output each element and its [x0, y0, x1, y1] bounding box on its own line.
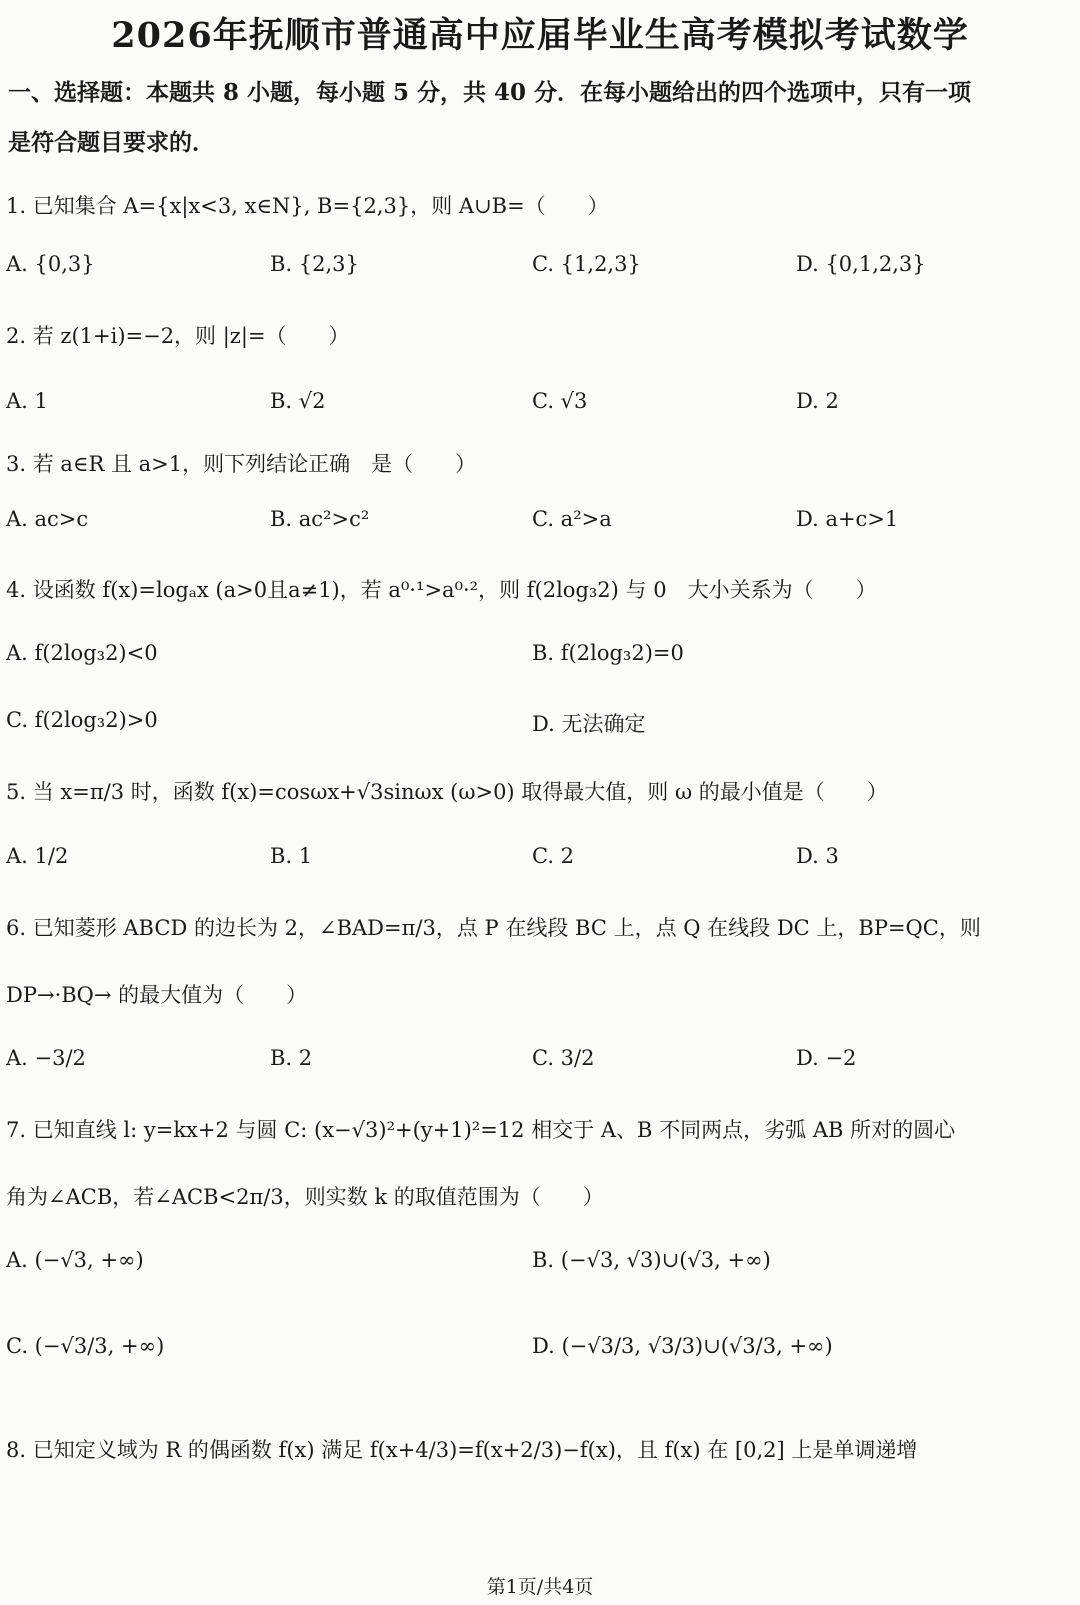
page-number: 第1页/共4页	[486, 1576, 594, 1598]
q3-option-c: C. a²>a	[532, 507, 612, 531]
q4-option-c: C. f(2log₃2)>0	[6, 708, 158, 732]
question-6-line1: 6. 已知菱形 ABCD 的边长为 2，∠BAD=π/3，点 P 在线段 BC 上，点 Q 在线段 DC 上，BP=QC，则	[6, 916, 981, 940]
q5-option-c: C. 2	[532, 844, 575, 868]
q2-option-a: A. 1	[6, 389, 48, 413]
q7-option-c: C. (−√3/3, +∞)	[6, 1334, 165, 1358]
q6-option-b: B. 2	[270, 1046, 313, 1070]
q3-option-a: A. ac>c	[6, 507, 89, 531]
page-title: 2026年抚顺市普通高中应届毕业生高考模拟考试数学	[111, 15, 969, 56]
q7-option-b: B. (−√3, √3)∪(√3, +∞)	[532, 1248, 771, 1272]
question-5: 5. 当 x=π/3 时，函数 f(x)=cosωx+√3sinωx (ω>0) 取得最大值，则 ω 的最小值是（ ）	[6, 780, 888, 804]
q2-option-d: D. 2	[796, 389, 839, 413]
question-1: 1. 已知集合 A={x|x<3, x∈N}, B={2,3}，则 A∪B=（ ）	[6, 194, 609, 218]
q1-option-c: C. {1,2,3}	[532, 252, 641, 276]
q1-option-b: B. {2,3}	[270, 252, 359, 276]
q4-option-d: D. 无法确定	[532, 712, 646, 736]
q2-option-c: C. √3	[532, 389, 588, 413]
question-6-line2: DP→·BQ→ 的最大值为（ ）	[6, 983, 308, 1007]
question-4: 4. 设函数 f(x)=logₐx (a>0且a≠1)，若 a⁰·¹>a⁰·²，则 f(2log₃2) 与 0 大小关系为（ ）	[6, 578, 877, 602]
question-8: 8. 已知定义域为 R 的偶函数 f(x) 满足 f(x+4/3)=f(x+2/3)−f(x)，且 f(x) 在 [0,2] 上是单调递增	[6, 1438, 918, 1462]
q6-option-d: D. −2	[796, 1046, 857, 1070]
question-7-line2: 角为∠ACB，若∠ACB<2π/3，则实数 k 的取值范围为（ ）	[6, 1185, 604, 1209]
q5-option-b: B. 1	[270, 844, 313, 868]
q5-option-a: A. 1/2	[6, 844, 69, 868]
q4-option-a: A. f(2log₃2)<0	[6, 641, 158, 665]
section-header-line2: 是符合题目要求的．	[8, 129, 215, 156]
q7-option-d: D. (−√3/3, √3/3)∪(√3/3, +∞)	[532, 1334, 833, 1358]
q3-option-b: B. ac²>c²	[270, 507, 370, 531]
q5-option-d: D. 3	[796, 844, 839, 868]
q1-option-a: A. {0,3}	[6, 252, 95, 276]
question-7-line1: 7. 已知直线 l: y=kx+2 与圆 C: (x−√3)²+(y+1)²=12 相交于 A、B 不同两点，劣弧 AB 所对的圆心	[6, 1118, 956, 1142]
q6-option-a: A. −3/2	[6, 1046, 86, 1070]
q1-option-d: D. {0,1,2,3}	[796, 252, 926, 276]
q3-option-d: D. a+c>1	[796, 507, 899, 531]
question-2: 2. 若 z(1+i)=−2，则 |z|=（ ）	[6, 324, 350, 348]
q6-option-c: C. 3/2	[532, 1046, 595, 1070]
q2-option-b: B. √2	[270, 389, 326, 413]
question-3: 3. 若 a∈R 且 a>1，则下列结论正确 是（ ）	[6, 452, 477, 476]
q7-option-a: A. (−√3, +∞)	[6, 1248, 144, 1272]
section-header-line1: 一、选择题：本题共 8 小题，每小题 5 分，共 40 分．在每小题给出的四个选项中，只有一项	[8, 79, 972, 106]
q4-option-b: B. f(2log₃2)=0	[532, 641, 684, 665]
